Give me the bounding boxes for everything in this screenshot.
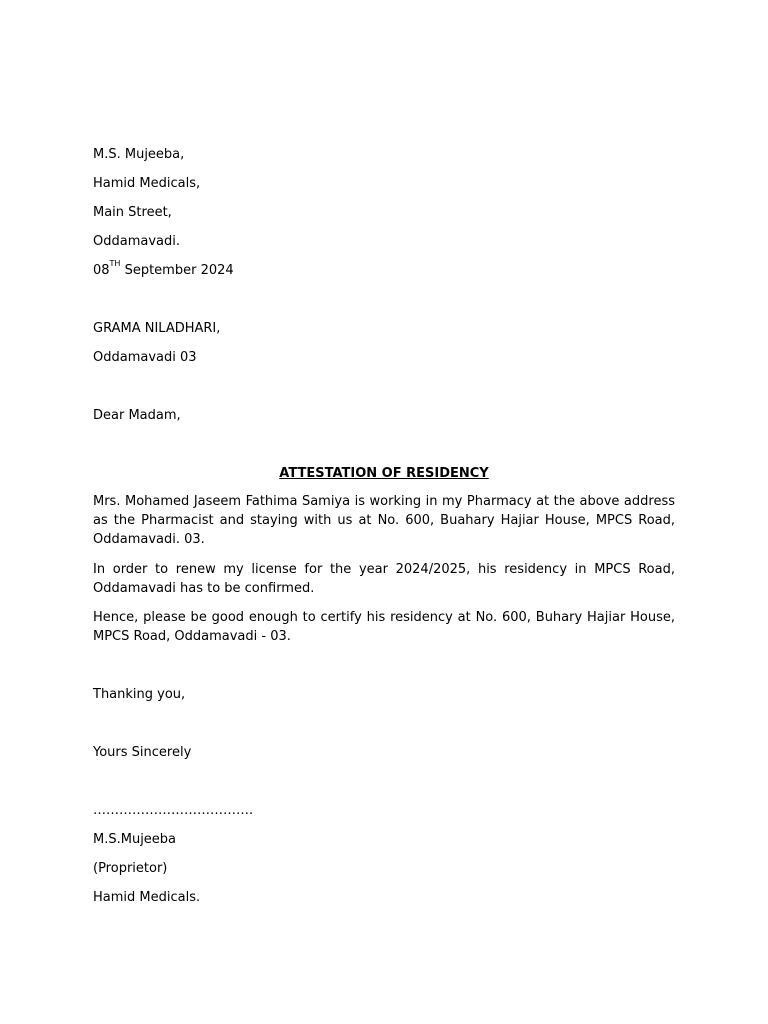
recipient-title: GRAMA NILADHARI, xyxy=(93,321,221,336)
salutation: Dear Madam, xyxy=(93,408,181,423)
body-paragraph-1: Mrs. Mohamed Jaseem Fathima Samiya is working in my Pharmacy at the above address as the Pharmacist and staying with us at No. 600, Buahary Hajiar House, MPCS Road, Oddamavadi. 03. xyxy=(93,494,675,547)
closing-thanks: Thanking you, xyxy=(93,687,186,702)
signature-line: ………………………………. xyxy=(93,803,254,818)
sender-name: M.S. Mujeeba, xyxy=(93,147,185,162)
date-month-year: September 2024 xyxy=(120,263,234,278)
signer-name: M.S.Mujeeba xyxy=(93,832,177,847)
sender-town: Oddamavadi. xyxy=(93,234,180,249)
body-paragraph-2: In order to renew my license for the year 2024/2025, his residency in MPCS Road, Oddamavadi has to be confirmed. xyxy=(93,562,675,596)
recipient-place: Oddamavadi 03 xyxy=(93,350,197,365)
sender-company: Hamid Medicals, xyxy=(93,176,201,191)
letter-subject: ATTESTATION OF RESIDENCY xyxy=(279,466,489,481)
date-day: 08 xyxy=(93,263,110,278)
sender-street: Main Street, xyxy=(93,205,172,220)
date-suffix: TH xyxy=(109,259,121,268)
letter-date xyxy=(93,261,234,280)
signer-role: (Proprietor) xyxy=(93,861,168,876)
closing-sign-off: Yours Sincerely xyxy=(93,745,192,760)
body-paragraph-3: Hence, please be good enough to certify his residency at No. 600, Buhary Hajiar House, MPCS Road, Oddamavadi - 03. xyxy=(93,610,675,644)
signer-company: Hamid Medicals. xyxy=(93,890,201,905)
